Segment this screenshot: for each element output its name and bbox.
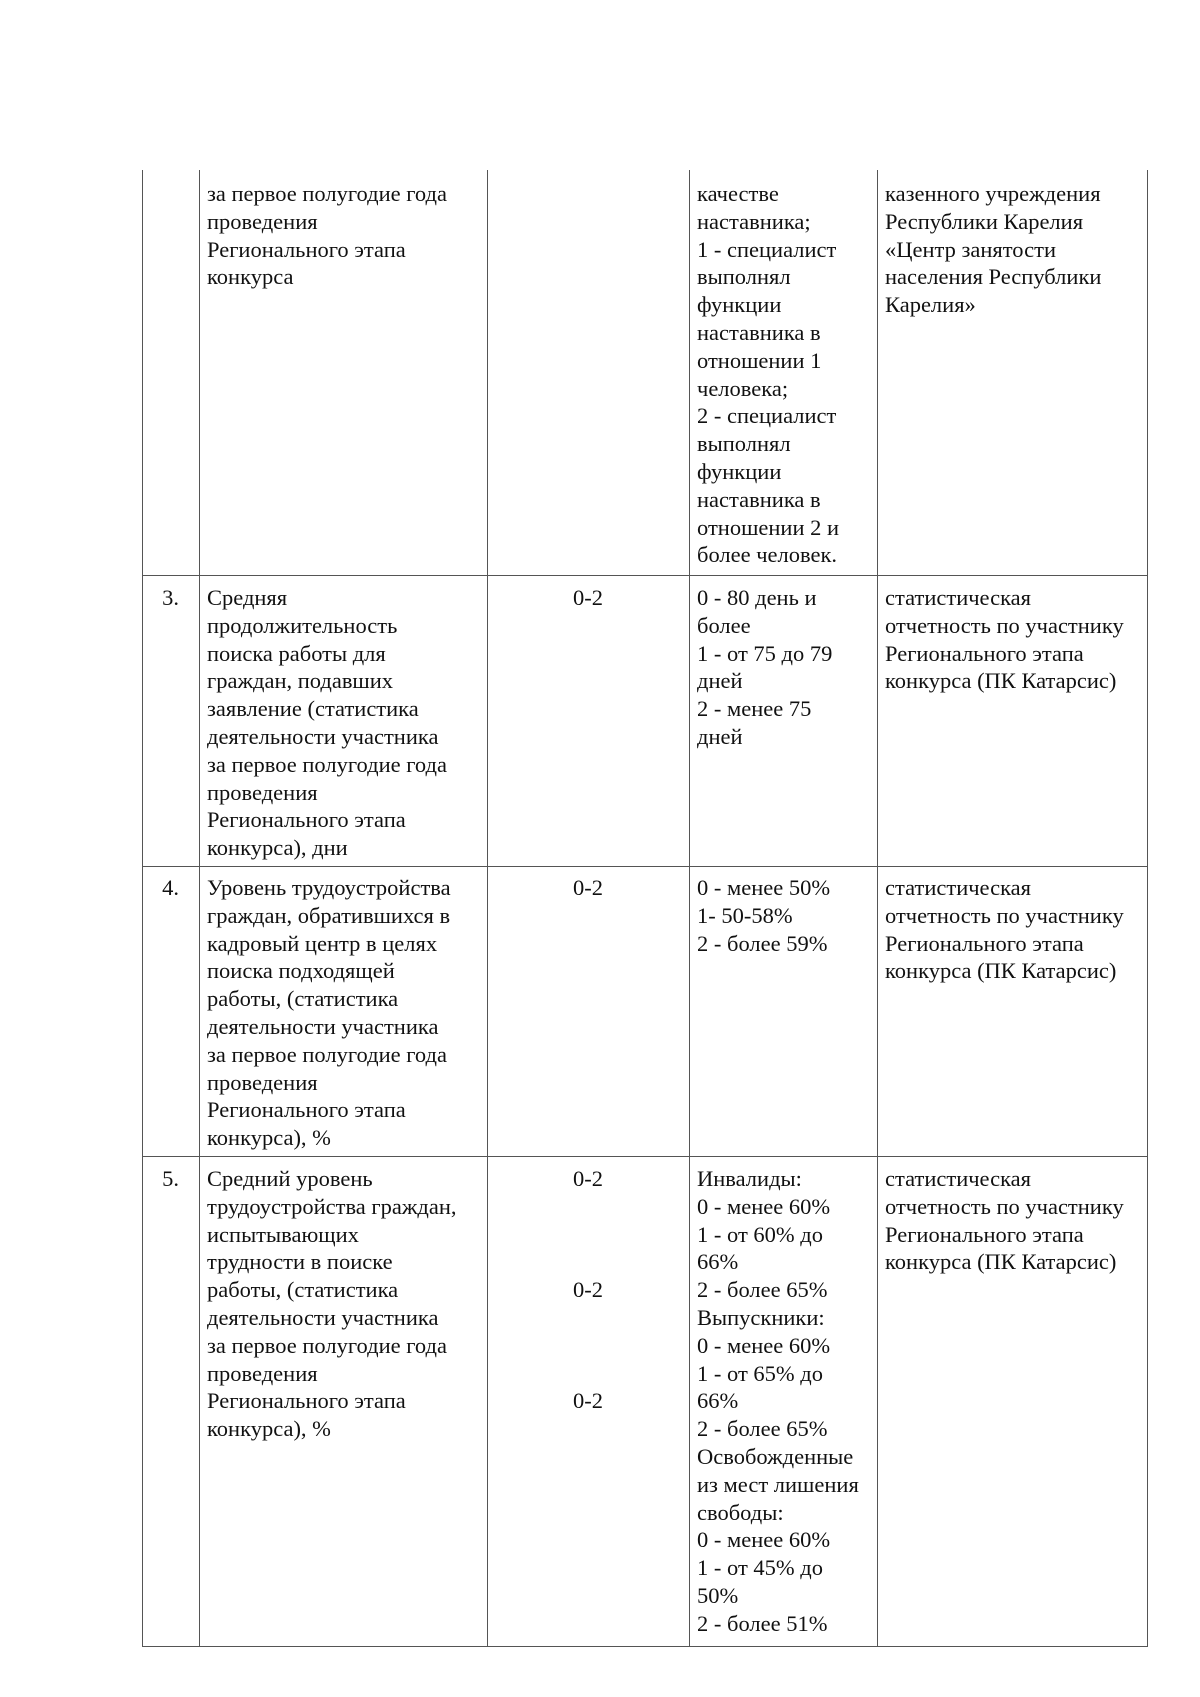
scale-cell: 0 - менее 50% 1- 50-58% 2 - более 59% [697, 875, 831, 956]
row-divider [142, 866, 1148, 867]
criterion-cell: Средняя продолжительность поиска работы для граждан, подавших заявление (статистика деятельности участника за первое полугодие года проведения Регионального этапа конкурса), дни [207, 585, 447, 861]
criteria-table [142, 170, 1148, 1647]
source-cell: статистическая отчетность по участнику Регионального этапа конкурса (ПК Катарсис) [885, 875, 1124, 984]
source-cell: казенного учреждения Республики Карелия «Центр занятости населения Республики Карелия» [885, 181, 1102, 318]
column-divider [199, 170, 200, 1647]
row-divider [142, 1156, 1148, 1157]
row-number: 3. [162, 585, 179, 610]
score-range: 0-2 [573, 1388, 603, 1413]
score-range: 0-2 [573, 585, 603, 610]
table-border-left [142, 170, 143, 1647]
scale-cell: качестве наставника; 1 - специалист выполнял функции наставника в отношении 1 человека; 2 - специалист выполнял функции наставника в отношении 2 и более человек. [697, 181, 840, 568]
source-cell: статистическая отчетность по участнику Регионального этапа конкурса (ПК Катарсис) [885, 585, 1124, 694]
column-divider [877, 170, 878, 1647]
scale-cell: 0 - 80 день и более 1 - от 75 до 79 дней 2 - менее 75 дней [697, 585, 833, 749]
criterion-cell: Уровень трудоустройства граждан, обратившихся в кадровый центр в целях поиска подходящей работы, (статистика деятельности участника за первое полугодие года проведения Регионального этапа конкурса), % [207, 875, 451, 1151]
row-number: 4. [162, 875, 179, 900]
scale-cell: Инвалиды: 0 - менее 60% 1 - от 60% до 66% 2 - более 65% Выпускники: 0 - менее 60% 1 - от 65% до 66% 2 - более 65% Освобожденные из мест лишения свободы: 0 - менее 60% 1 - от 45% до 50% 2 - более 51% [697, 1166, 859, 1636]
score-range: 0-2 [573, 875, 603, 900]
score-range: 0-2 [573, 1166, 603, 1191]
table-border-right [1147, 170, 1148, 1647]
table-border-bottom [142, 1646, 1148, 1647]
criterion-cell: Средний уровень трудоустройства граждан, испытывающих трудности в поиске работы, (статистика деятельности участника за первое полугодие года проведения Регионального этапа конкурса), % [207, 1166, 457, 1442]
column-divider [487, 170, 488, 1647]
score-range: 0-2 [573, 1277, 603, 1302]
criterion-cell: за первое полугодие года проведения Регионального этапа конкурса [207, 181, 447, 290]
source-cell: статистическая отчетность по участнику Регионального этапа конкурса (ПК Катарсис) [885, 1166, 1124, 1275]
row-number: 5. [162, 1166, 179, 1191]
row-divider [142, 575, 1148, 576]
column-divider [689, 170, 690, 1647]
